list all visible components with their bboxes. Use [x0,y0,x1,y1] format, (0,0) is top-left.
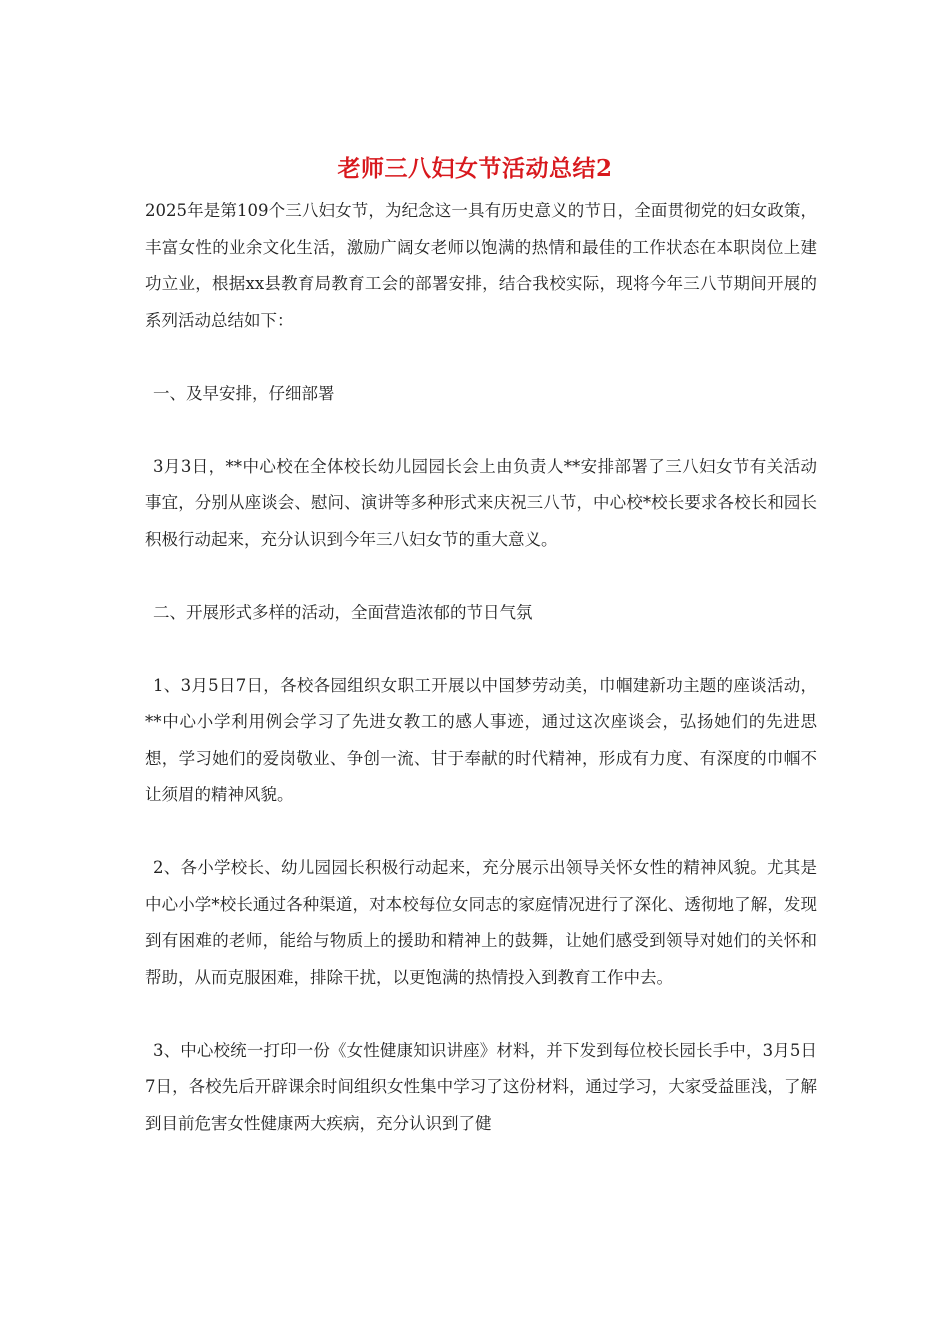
document-title: 老师三八妇女节活动总结2 [337,155,613,182]
paragraph-section-1: 3月3日，**中心校在全体校长幼儿园园长会上由负责人**安排部署了三八妇女节有关活动事宜，分别从座谈会、慰问、演讲等多种形式来庆祝三八节，中心校*校长要求各校长和园长积极行动起来，充分认识到今年三八妇女节的重大意义。 [145,456,817,549]
paragraph-item-1: 1、3月5日7日，各校各园组织女职工开展以中国梦劳动美，巾帼建新功主题的座谈活动，**中心小学利用例会学习了先进女教工的感人事迹，通过这次座谈会，弘扬她们的先进思想，学习她们的爱岗敬业、争创一流、甘于奉献的时代精神，形成有力度、有深度的巾帼不让须眉的精神风貌。 [145,675,817,804]
document-body [145,193,817,1179]
paragraph-intro: 2025年是第109个三八妇女节，为纪念这一具有历史意义的节日，全面贯彻党的妇女政策，丰富女性的业余文化生活，激励广阔女老师以饱满的热情和最佳的工作状态在本职岗位上建功立业，根据xx县教育局教育工会的部署安排，结合我校实际，现将今年三八节期间开展的系列活动总结如下： [145,201,817,330]
paragraph-item-2: 2、各小学校长、幼儿园园长积极行动起来，充分展示出领导关怀女性的精神风貌。尤其是中心小学*校长通过各种渠道，对本校每位女同志的家庭情况进行了深化、透彻地了解，发现到有困难的老师，能给与物质上的援助和精神上的鼓舞，让她们感受到领导对她们的关怀和帮助，从而克服困难，排除干扰，以更饱满的热情投入到教育工作中去。 [145,858,817,987]
section-heading-1: 一、及早安排，仔细部署 [153,383,335,403]
section-heading-2: 二、开展形式多样的活动，全面营造浓郁的节日气氛 [153,602,533,622]
paragraph-item-3: 3、中心校统一打印一份《女性健康知识讲座》材料，并下发到每位校长园长手中，3月5日7日，各校先后开辟课余时间组织女性集中学习了这份材料，通过学习，大家受益匪浅，了解到目前危害女性健康两大疾病，充分认识到了健 [145,1040,817,1133]
